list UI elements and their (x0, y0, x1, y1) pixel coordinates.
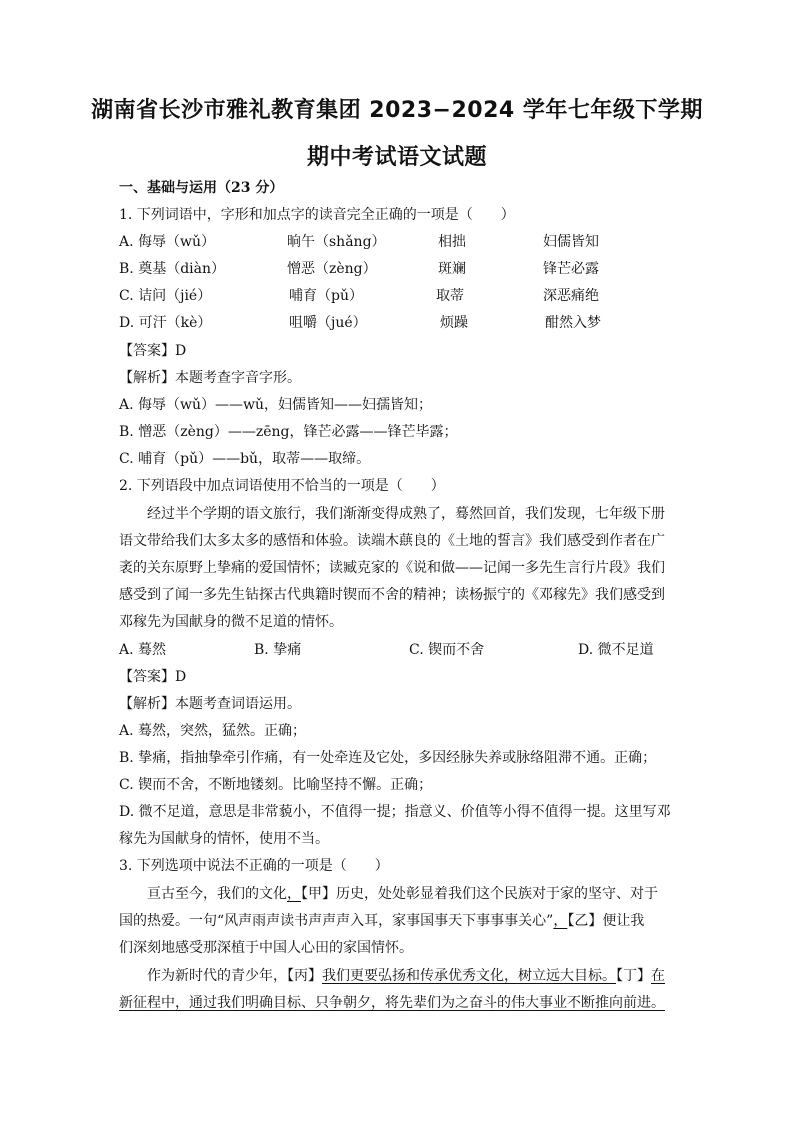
q1-b-word1: B. 奠基（diàn） (119, 261, 225, 277)
q3-para2-line1 (147, 967, 665, 985)
q1-d-word3: 烦躁 (440, 315, 468, 331)
q3-underlined-text: 我们更要弘扬和传承优秀文化，树立远大目标。 (322, 968, 616, 984)
q3-para1-line3: 们深刻地感受那深植于中国人心田的家国情怀。 (119, 940, 413, 956)
q3-text: 国的热爱。一句“风声雨声读书声声声入耳，家事国事天下事事事关心” (119, 913, 554, 929)
q1-c-word3: 取蒂 (436, 288, 464, 304)
q1-d-word1: D. 可汗（kè） (119, 315, 212, 331)
q2-note-a: A. 蓦然，突然，猛然。正确； (119, 723, 307, 739)
q1-c-word1: C. 诘问（jié） (119, 288, 212, 304)
q3-text: 【丁】 (616, 968, 651, 984)
q2-option-d: D. 微不足道 (578, 642, 654, 658)
q1-b-word3: 斑斓 (438, 261, 466, 277)
q2-note-b: B. 挚痛，指抽挚牵引作痛，有一处牵连及它处，多因经脉失养或脉络阻滞不通。正确； (119, 750, 657, 766)
q2-option-c: C. 锲而不舍 (409, 642, 485, 658)
q3-text: 亘古至今，我们的文化 (147, 886, 287, 902)
q3-text: 作为新时代的青少年，【丙】 (147, 968, 322, 984)
q1-a-word3: 相拙 (438, 234, 466, 250)
q1-d-word4: 酣然入梦 (545, 315, 601, 331)
q1-c-word2: 哺育（pǔ） (289, 288, 363, 304)
q1-c-word4: 深恶痛绝 (543, 288, 599, 304)
q3-underlined-text: 新征程中，通过我们明确目标、只争朝夕，将先辈们为之奋斗的伟大事业不断推向前进。 (119, 995, 665, 1011)
q3-blank-mark: ， (553, 913, 568, 929)
q1-a-word4: 妇儒皆知 (543, 234, 599, 250)
q3-blank-mark: ， (287, 886, 301, 902)
q2-note-c: C. 锲而不舍，不断地镂刻。比喻坚持不懈。正确； (119, 777, 433, 793)
q2-passage-line: 袤的关东原野上挚痛的爱国情怀；读臧克家的《说和做——记闻一多先生言行片段》我们 (119, 560, 665, 576)
q1-stem: 1. 下列词语中，字形和加点字的读音完全正确的一项是（ ） (119, 207, 515, 223)
q2-answer: 【答案】D (119, 669, 187, 685)
section-heading: 一、基础与运用（23 分） (119, 180, 284, 196)
q1-analysis: 【解析】本题考查字音字形。 (119, 370, 301, 386)
q3-underlined-text: 在 (651, 968, 665, 984)
q1-answer: 【答案】D (119, 343, 187, 359)
q2-note-d-cont: 稼先为国献身的情怀，使用不当。 (119, 831, 329, 847)
q1-d-word2: 咀嚼（jué） (289, 315, 367, 331)
q1-note-c: C. 哺育（pǔ）——bǔ，取蒂——取缔。 (119, 451, 371, 467)
q2-option-a: A. 蓦然 (119, 642, 167, 658)
q3-text: 【甲】历史，处处彰显着我们这个民族对于家的坚守、对于 (301, 886, 658, 902)
q3-para1-line1 (147, 885, 658, 903)
page-title: 湖南省长沙市雅礼教育集团 2023−2024 学年七年级下学期 (91, 98, 703, 123)
q1-b-word2: 憎恶（zèng） (287, 261, 377, 277)
q1-note-a: A. 侮辱（wǔ）——wǔ，妇儒皆知——妇孺皆知； (119, 397, 433, 413)
q1-b-word4: 锋芒必露 (543, 261, 599, 277)
q2-option-b: B. 挚痛 (254, 642, 302, 658)
q2-passage-line: 经过半个学期的语文旅行，我们渐渐变得成熟了，蓦然回首，我们发现，七年级下册 (147, 506, 665, 522)
page-subtitle: 期中考试语文试题 (306, 145, 487, 170)
q2-note-d: D. 微不足道，意思是非常藐小，不值得一提；指意义、价值等小得不值得一提。这里写邓 (119, 804, 671, 820)
q1-a-word2: 晌午（shǎng） (287, 234, 386, 250)
q3-text: 【乙】便让我 (567, 913, 645, 929)
q2-passage-line: 感受到了闻一多先生钻探古代典籍时锲而不舍的精神；读杨振宁的《邓稼先》我们感受到 (119, 587, 665, 603)
q3-para2-line2 (119, 994, 665, 1012)
q2-passage-line: 邓稼先为国献身的微不足道的情怀。 (119, 614, 343, 630)
q3-stem: 3. 下列选项中说法不正确的一项是（ ） (119, 858, 389, 874)
q2-passage-line: 语文带给我们太多太多的感悟和体验。读端木蕻良的《土地的誓言》我们感受到作者在广 (119, 533, 665, 549)
q2-stem: 2. 下列语段中加点词语使用不恰当的一项是（ ） (119, 478, 445, 494)
q3-para1-line2 (119, 912, 644, 930)
q1-note-b: B. 憎恶（zèng）——zēng，锋芒必露——锋芒毕露； (119, 424, 458, 440)
q2-analysis: 【解析】本题考查词语运用。 (119, 696, 301, 712)
q1-a-word1: A. 侮辱（wǔ） (119, 234, 216, 250)
